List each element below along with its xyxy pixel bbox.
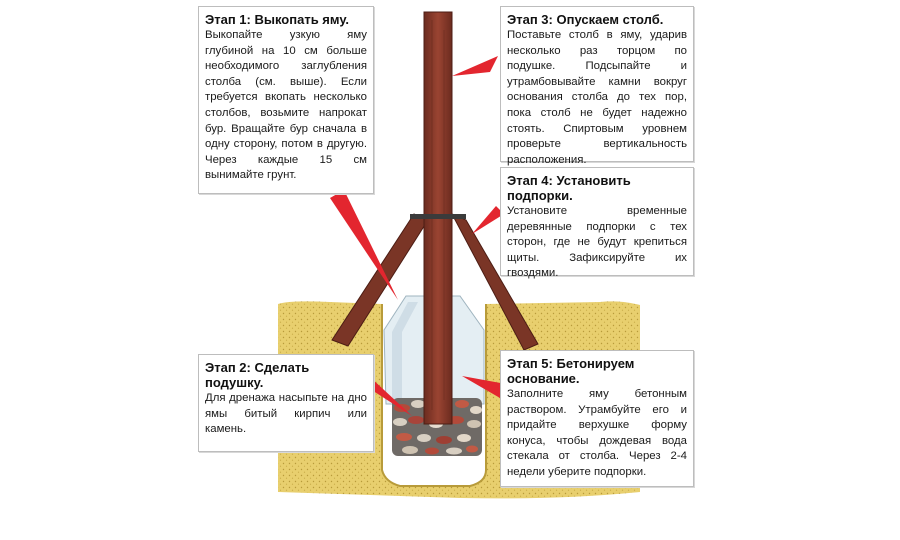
pointer-step-1	[330, 190, 398, 300]
step-2-card	[198, 354, 374, 452]
step-2-text: Для дренажа насыпьте на дно ямы битый кирпич или камень.	[205, 392, 367, 436]
step-1-text: Выкопайте узкую яму глубиной на 10 см больше необходимого заглубления столба (см. выше). Если требуется вкопать несколько столбов, возьмите напрокат бур. Вращайте бур сначала в одну сторону, потом в другую. Через каждые 15 см вынимайте грунт.	[205, 29, 367, 182]
step-5-card	[500, 350, 694, 487]
step-4-text: Установите временные деревянные подпорки с тех сторон, где не будут крепиться щиты. Зафиксируйте их гвоздями.	[507, 205, 687, 280]
step-3-text: Поставьте столб в яму, ударив несколько раз торцом по подушке. Подсыпайте и утрамбовывайте камни вокруг основания столба до тех пор, пока столб не будет надежно стоять. Спиртовым уровнем проверьте вертикальность расположения.	[507, 29, 687, 166]
pointer-step-3	[452, 56, 498, 76]
step-5-text: Заполните яму бетонным раствором. Утрамбуйте его и придайте верхушке форму конуса, чтобы дождевая вода стекала от столба. Через 2-4 недели уберите подпорки.	[507, 388, 687, 478]
step-2-title: Этап 2: Сделать подушку.	[205, 360, 310, 390]
step-1-title: Этап 1: Выкопать яму.	[205, 12, 350, 27]
step-1-card	[198, 6, 374, 194]
step-4-card	[500, 167, 694, 280]
step-3-card	[500, 6, 694, 166]
step-4-title: Этап 4: Установить подпорки.	[507, 173, 631, 203]
step-3-title: Этап 3: Опускаем столб.	[507, 12, 664, 27]
brace-clamp	[410, 214, 466, 219]
step-5-title: Этап 5: Бетонируем основание.	[507, 356, 635, 386]
